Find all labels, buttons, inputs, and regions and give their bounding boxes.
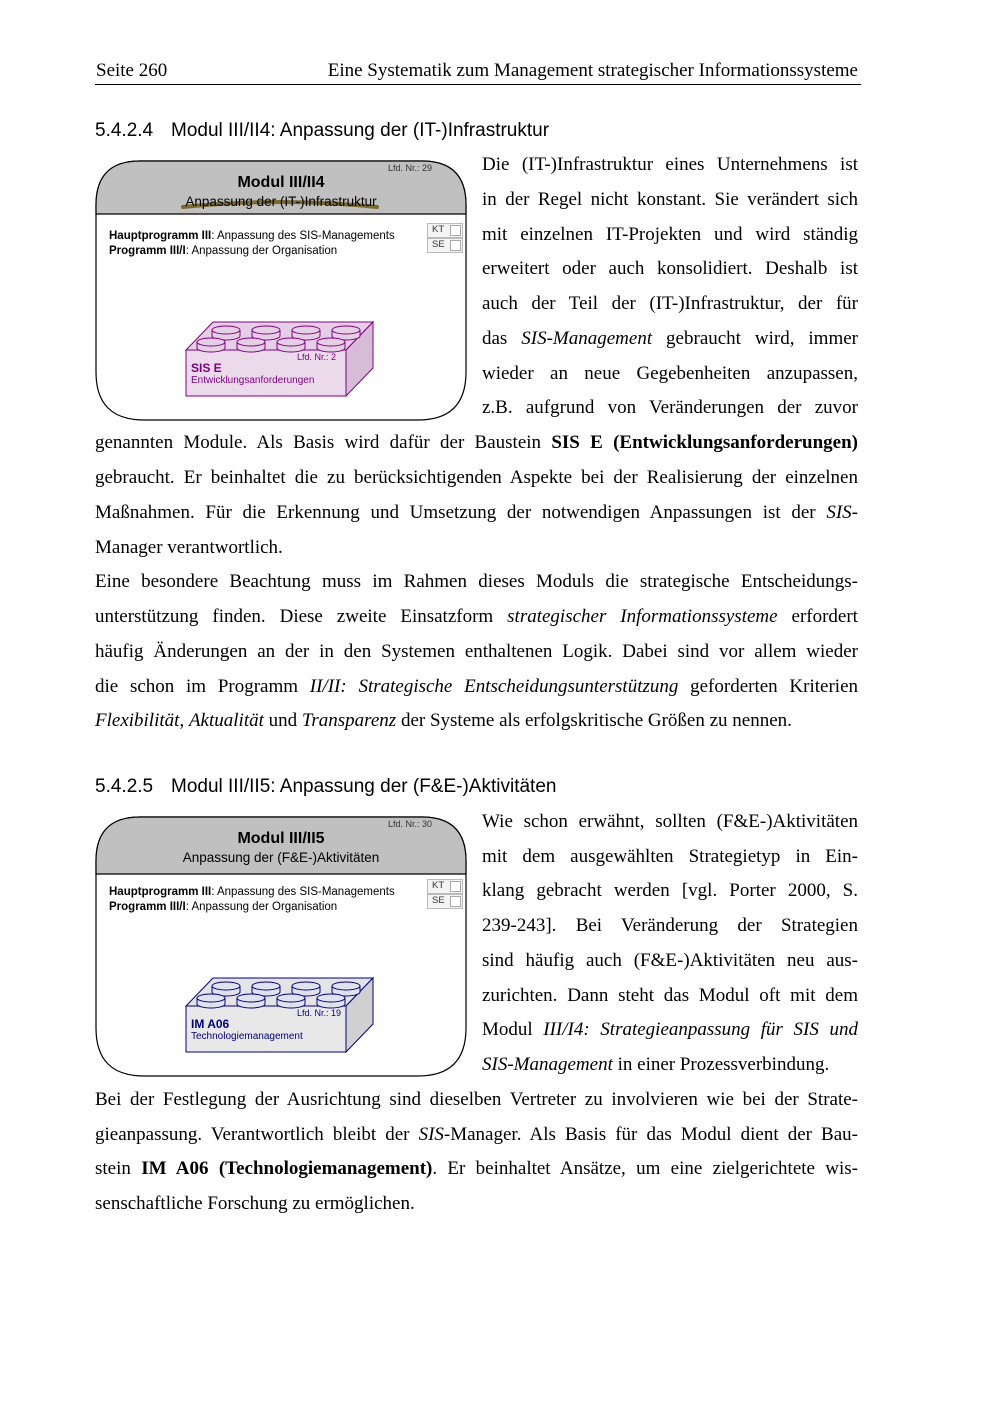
text-line: Eine besondere Beachtung muss im Rahmen dieses Moduls die strategische Entscheidungs- [95, 571, 858, 592]
lego-brick-sis-e [183, 312, 375, 400]
text-line: Maßnahmen. Für die Erkennung und Umsetzung der notwendigen Anpassungen ist der SIS- [95, 502, 858, 523]
text-line: klang gebracht werden [vgl. Porter 2000, S. [482, 880, 858, 901]
section-title: Modul III/II5: Anpassung der (F&E-)Aktivitäten [171, 776, 557, 797]
kt-checkbox [450, 881, 461, 892]
section-number: 5.4.2.5 [95, 776, 154, 797]
module-title: Modul III/II4 [237, 174, 325, 191]
text-line: gieanpassung. Verantwortlich bleibt der SIS-Manager. Als Basis für das Modul dient der Bau- [95, 1124, 858, 1145]
text-line: zurichten. Dann steht das Modul oft mit dem [482, 985, 858, 1006]
text-line: 239-243]. Bei Veränderung der Strategien [482, 915, 858, 936]
se-checkbox [450, 240, 461, 251]
text-line: Flexibilität, Aktualität und Transparenz der Systeme als erfolgskritische Größen zu nennen. [95, 710, 792, 731]
text-line: Bei der Festlegung der Ausrichtung sind dieselben Vertreter zu involvieren wie bei der Strate- [95, 1089, 858, 1110]
main-program-line: Hauptprogramm III: Anpassung des SIS-Managements [109, 230, 395, 242]
text-line: die schon im Programm II/II: Strategische Entscheidungsunterstützung geforderten Kriterien [95, 676, 858, 697]
se-checkbox [450, 896, 461, 907]
text-line: Die (IT-)Infrastruktur eines Unternehmens ist [482, 154, 858, 175]
main-program-line: Hauptprogramm III: Anpassung des SIS-Managements [109, 886, 395, 898]
section-heading-2 [95, 776, 556, 798]
text-line: gebraucht. Er beinhaltet die zu berücksichtigenden Aspekte bei der Realisierung der einzelnen [95, 467, 858, 488]
lego-name: Technologiemanagement [191, 1031, 303, 1042]
text-line: stein IM A06 (Technologiemanagement). Er beinhaltet Ansätze, um eine zielgerichtete wis- [95, 1158, 858, 1179]
kt-label: KT [432, 224, 445, 235]
module-card-iii-ii5 [95, 816, 467, 1078]
text-line: unterstützung finden. Diese zweite Einsatzform strategischer Informationssysteme erfordert [95, 606, 858, 627]
program-line: Programm III/I: Anpassung der Organisation [109, 245, 338, 257]
lego-brick-im-a06 [183, 968, 375, 1056]
text-line: Manager verantwortlich. [95, 537, 283, 558]
kt-checkbox [450, 225, 461, 236]
lego-lfd-number: Lfd. Nr.: 2 [297, 352, 337, 362]
text-line: genannten Module. Als Basis wird dafür der Baustein SIS E (Entwicklungsanforderungen) [95, 432, 858, 453]
lego-code: IM A06 [191, 1017, 230, 1031]
text-line: mit einzelnen IT-Projekten und wird ständig [482, 224, 858, 245]
module-programs [109, 885, 395, 915]
running-title: Eine Systematik zum Management strategischer Informationssysteme [327, 60, 858, 81]
text-line: mit dem ausgewählten Strategietyp in Ein- [482, 846, 858, 867]
text-line: das SIS-Management gebraucht wird, immer [482, 328, 858, 349]
text-line: auch der Teil der (IT-)Infrastruktur, der für [482, 293, 858, 314]
text-line: z.B. aufgrund von Veränderungen der zuvor [482, 397, 858, 418]
se-label: SE [432, 239, 445, 250]
section-heading-1 [95, 120, 549, 142]
page-number: Seite 260 [96, 60, 168, 81]
text-line: Modul III/I4: Strategieanpassung für SIS und [482, 1019, 858, 1040]
module-lfd-number: Lfd. Nr.: 29 [388, 163, 433, 173]
text-line: häufig Änderungen an der in den Systemen enthaltenen Logik. Dabei sind vor allem wieder [95, 641, 858, 662]
section-title: Modul III/II4: Anpassung der (IT-)Infrastruktur [171, 120, 550, 141]
text-line: SIS-Management in einer Prozessverbindung. [482, 1054, 830, 1075]
text-line: in der Regel nicht konstant. Sie verändert sich [482, 189, 858, 210]
text-line: sind häufig auch (F&E-)Aktivitäten neu aus- [482, 950, 858, 971]
module-programs [109, 229, 395, 259]
header-rule [95, 84, 861, 85]
kt-label: KT [432, 880, 445, 891]
text-line: Wie schon erwähnt, sollten (F&E-)Aktivitäten [482, 811, 858, 832]
se-label: SE [432, 895, 445, 906]
module-subtitle: Anpassung der (IT-)Infrastruktur [185, 194, 377, 209]
program-line: Programm III/I: Anpassung der Organisation [109, 901, 338, 913]
module-lfd-number: Lfd. Nr.: 30 [388, 819, 433, 829]
lego-lfd-number: Lfd. Nr.: 19 [297, 1008, 342, 1018]
text-line: erweitert oder auch konsolidiert. Deshalb ist [482, 258, 858, 279]
text-line: senschaftliche Forschung zu ermöglichen. [95, 1193, 415, 1214]
module-card-iii-ii4 [95, 160, 467, 422]
lego-name: Entwicklungsanforderungen [191, 375, 315, 386]
lego-code: SIS E [191, 361, 222, 375]
text-line: wieder an neue Gegebenheiten anzupassen, [482, 363, 858, 384]
module-title: Modul III/II5 [237, 830, 325, 847]
section-number: 5.4.2.4 [95, 120, 154, 141]
module-subtitle: Anpassung der (F&E-)Aktivitäten [182, 850, 380, 865]
